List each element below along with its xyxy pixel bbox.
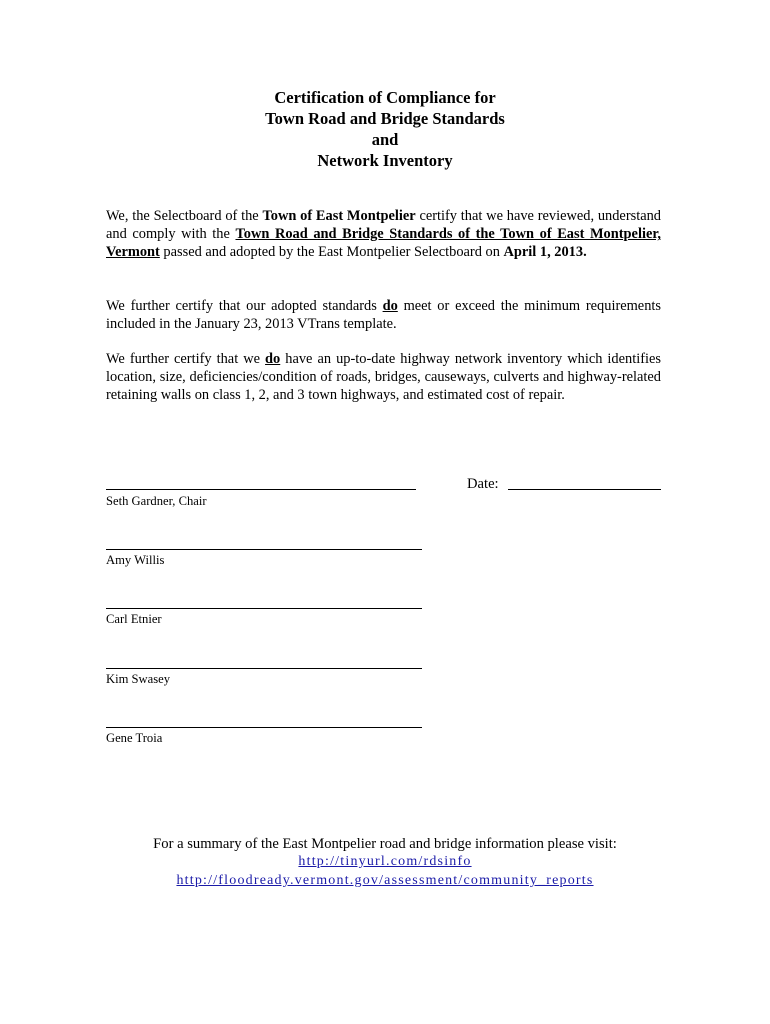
p2-text-b: meet or exceed the minimum requirements included in the January 23, 2013 VTrans template. — [106, 298, 661, 333]
p3-text-a: We further certify that we — [106, 351, 266, 367]
link-floodready[interactable]: http://floodready.vermont.gov/assessment/community_reports — [176, 873, 594, 888]
p2-do-emphasis: do — [382, 298, 398, 314]
signature-line-4[interactable] — [106, 654, 422, 669]
link-tinyurl[interactable]: http://tinyurl.com/rdsinfo — [298, 854, 472, 869]
signer-name-5: Gene Troia — [106, 731, 163, 745]
p3-text-b: have an up-to-date highway network inventory which identifies location, size, deficiencies/condition of roads, bridges, causeways, culverts and highway-related retaining walls on class 1, 2, and 3 town highways, and estimated cost of repair. — [106, 351, 661, 404]
paragraph-standards — [106, 297, 661, 333]
paragraph-inventory — [106, 350, 661, 405]
p1-text-a: We, the Selectboard of the — [106, 208, 263, 224]
date-label: Date: — [467, 476, 499, 492]
date-field-line[interactable] — [508, 489, 661, 490]
signature-line-3[interactable] — [106, 594, 422, 609]
p1-text-c: passed and adopted by the East Montpelier Selectboard on — [159, 244, 504, 261]
title-line-3: and — [371, 130, 399, 149]
signature-line-2[interactable] — [106, 535, 422, 550]
p2-text-a: We further certify that our adopted standards — [106, 298, 383, 314]
p1-town-name: Town of East Montpelier — [262, 208, 416, 224]
footer-note: For a summary of the East Montpelier road and bridge information please visit: — [153, 836, 617, 852]
document-title — [0, 87, 770, 171]
p1-text-b: certify that we have reviewed, understand and comply with the — [106, 208, 661, 243]
signer-name-3: Carl Etnier — [106, 612, 162, 626]
footer-link-2-row — [0, 872, 770, 890]
signature-line-chair[interactable] — [106, 476, 416, 490]
paragraph-compliance — [106, 207, 661, 262]
p3-do-emphasis: do — [265, 351, 281, 367]
title-line-4: Network Inventory — [317, 151, 453, 170]
title-line-1: Certification of Compliance for — [274, 88, 496, 107]
p1-adoption-date: April 1, 2013. — [503, 244, 587, 261]
p1-standards-title: Town Road and Bridge Standards of the Town of East Montpelier, Vermont — [106, 226, 661, 261]
signer-name-4: Kim Swasey — [106, 672, 171, 686]
footer-link-1-row — [0, 853, 770, 871]
signer-name-2: Amy Willis — [106, 553, 165, 567]
signer-name-chair: Seth Gardner, Chair — [106, 494, 207, 508]
title-line-2: Town Road and Bridge Standards — [265, 109, 505, 128]
signature-line-5[interactable] — [106, 713, 422, 728]
